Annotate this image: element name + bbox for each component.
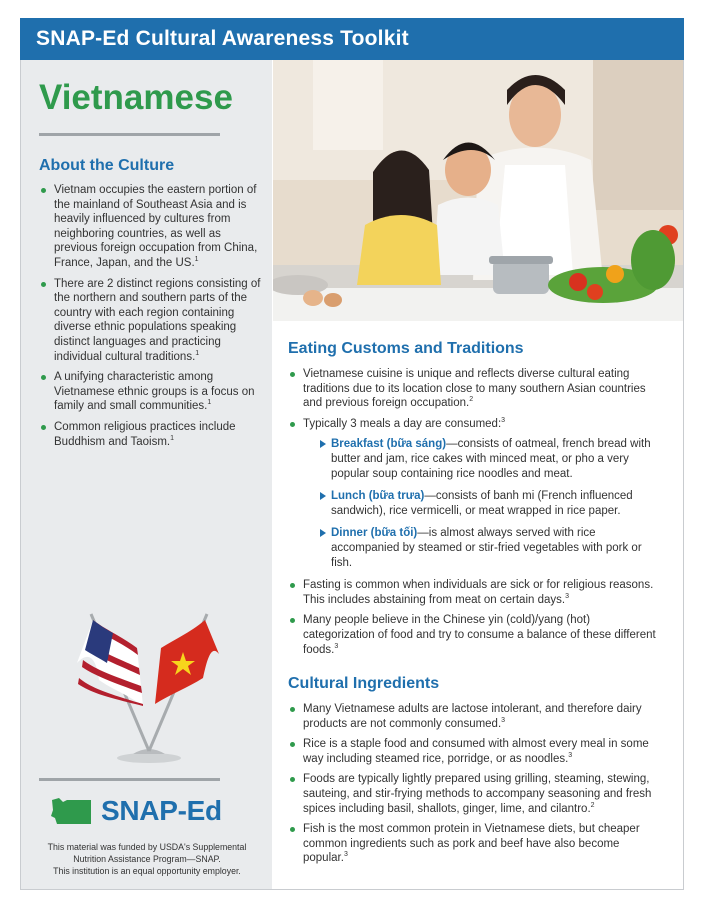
list-item: Common religious practices include Buddhism and Taoism.$^1$ <box>39 420 263 449</box>
list-item: Vietnam occupies the eastern portion of the mainland of Southeast Asia and is heavily influenced by cultures from neighboring countries, as well as previous foreign occupation from China, France, Japan, and the US.$^1$ <box>39 183 263 271</box>
ingredients-heading: Cultural Ingredients <box>288 675 440 692</box>
list-item: Rice is a staple food and consumed with almost every meal in some way including steamed rice, porridge, or as noodles.$^3$ <box>288 737 663 766</box>
title-divider <box>39 133 220 136</box>
sidebar <box>21 60 272 889</box>
about-heading: About the Culture <box>39 157 175 174</box>
list-item: Foods are typically lightly prepared using grilling, steaming, stewing, sauteing, and stir-frying methods to accompany seasoning and fresh spices including basil, shallots, ginger, lime, and cilantro.$^2$ <box>288 772 663 816</box>
cultural-ingredients-section <box>288 675 663 872</box>
list-item: Many people believe in the Chinese yin (cold)/yang (hot) categorization of food and try to consume a balance of these different foods.$^3$ <box>288 613 663 657</box>
meals-list <box>303 437 663 570</box>
list-item: Typically 3 meals a day are consumed:$^3$ Breakfast (bữa sáng)—consists of oatmeal, french bread with butter and jam, rice cakes with minced meat, or pho a very popular soup containing rice noodles and meat. Lunch (bữa trưa)—consists of banh mi (French influenced sandwich), rice vermicelli, or meat wrapped in rice paper. Dinner (bữa tối)—is almost always served with rice accompanied by steamed or stir-fried vegetables with pork or fish. <box>288 417 663 570</box>
list-item: A unifying characteristic among Vietnamese ethnic groups is a focus on family and small communities.$^1$ <box>39 370 263 414</box>
vietnam-flag <box>155 620 219 704</box>
meal-item: Lunch (bữa trưa)—consists of banh mi (French influenced sandwich), rice vermicelli, or meat wrapped in rice paper. <box>303 489 663 518</box>
logo-text: SNAP-Ed <box>101 795 222 826</box>
washington-state-icon <box>49 796 93 826</box>
meal-item: Breakfast (bữa sáng)—consists of oatmeal, french bread with butter and jam, rice cakes with minced meat, or pho a very popular soup containing rice noodles and meat. <box>303 437 663 481</box>
us-flag <box>77 620 143 706</box>
list-item: Vietnamese cuisine is unique and reflects diverse cultural eating traditions due to its location close to many southern Asian countries and previous foreign occupation.$^2$ <box>288 367 663 411</box>
list-item: Fasting is common when individuals are sick or for religious reasons. This includes abstaining from meat on certain days.$^3$ <box>288 578 663 607</box>
eating-customs-section <box>288 340 663 663</box>
family-cooking-photo <box>273 60 683 321</box>
snap-ed-logo <box>49 795 222 827</box>
list-item: There are 2 distinct regions consisting of the northern and southern parts of the country with each region containing diverse ethnic populations speaking distinct languages and practicing individual cultural traditions.$^1$ <box>39 277 263 365</box>
meal-item: Dinner (bữa tối)—is almost always served with rice accompanied by steamed or stir-fried vegetables with pork or fish. <box>303 526 663 570</box>
eating-list <box>288 367 663 657</box>
about-list <box>39 183 263 455</box>
ingredients-list <box>288 702 663 866</box>
logo-divider <box>39 778 220 781</box>
culture-title: Vietnamese <box>39 78 233 117</box>
list-item: Many Vietnamese adults are lactose intolerant, and therefore dairy products are not commonly consumed.$^3$ <box>288 702 663 731</box>
list-item: Fish is the most common protein in Vietnamese diets, but cheaper common ingredients such as pork and beef have also become popular.$^3$ <box>288 822 663 866</box>
toolkit-title: SNAP-Ed Cultural Awareness Toolkit <box>36 27 409 50</box>
eating-heading: Eating Customs and Traditions <box>288 340 524 357</box>
us-vietnam-flags-image <box>51 608 241 768</box>
funding-statement: This material was funded by USDA's Supplemental Nutrition Assistance Program—SNAP. This institution is an equal opportunity employer. <box>47 842 247 876</box>
page-header <box>20 18 684 60</box>
